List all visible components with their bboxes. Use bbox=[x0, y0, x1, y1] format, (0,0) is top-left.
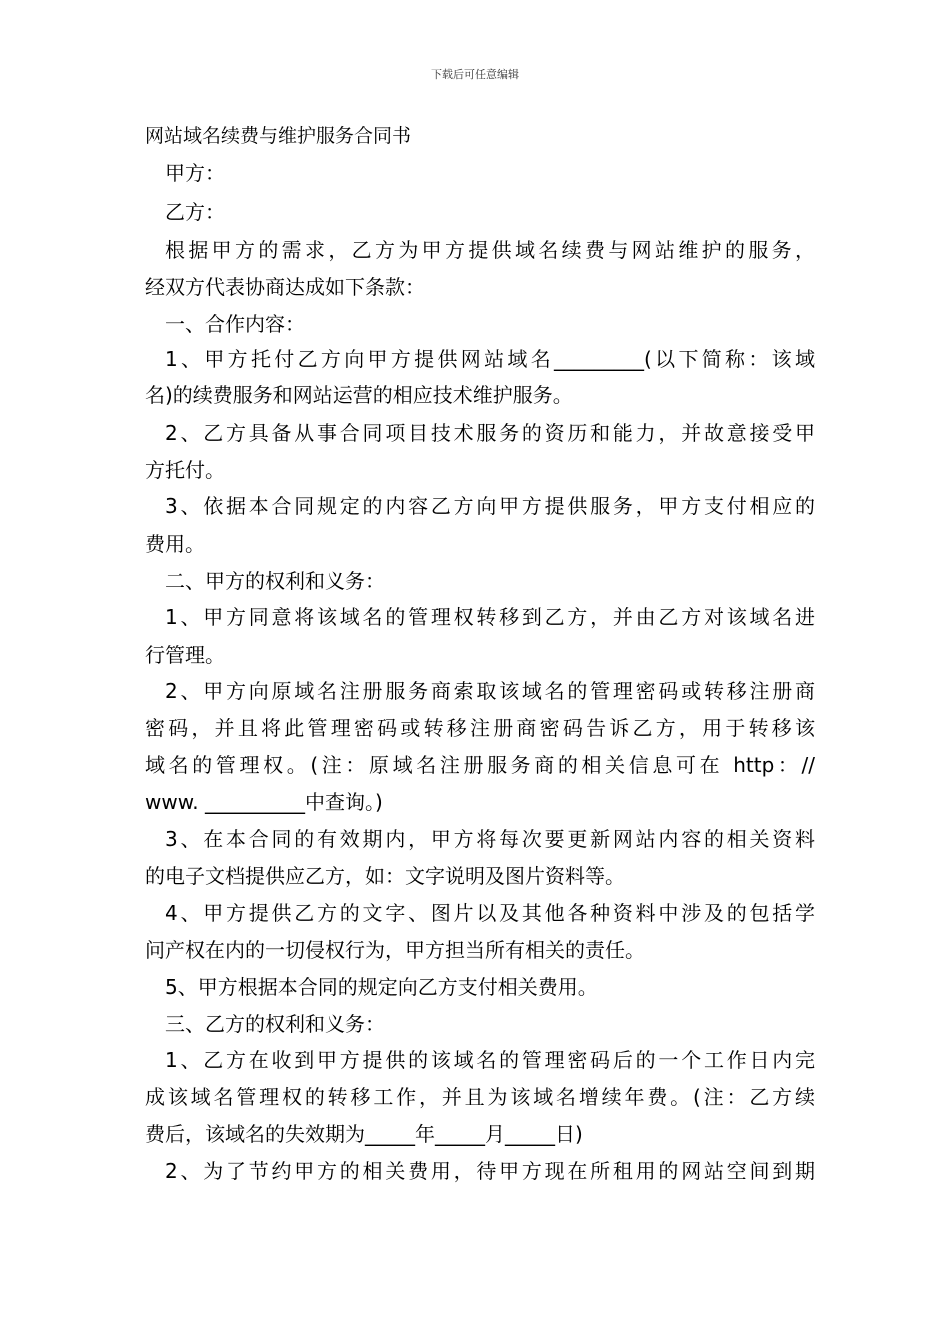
paragraph-line: 的电子文档提供应乙方，如：文字说明及图片资料等。 bbox=[145, 864, 625, 888]
paragraph-line: 2、乙方具备从事合同项目技术服务的资历和能力，并故意接受甲 bbox=[165, 421, 815, 445]
paragraph-line: 1、甲方托付乙方向甲方提供网站域名_________(以下简称：该域 bbox=[165, 347, 815, 371]
paragraph-line: 名)的续费服务和网站运营的相应技术维护服务。 bbox=[145, 383, 573, 407]
paragraph-line: 行管理。 bbox=[145, 643, 225, 667]
party-a-line: 甲方： bbox=[165, 161, 225, 185]
paragraph-line: 5、甲方根据本合同的规定向乙方支付相关费用。 bbox=[165, 975, 598, 999]
document-title: 网站域名续费与维护服务合同书 bbox=[145, 125, 412, 147]
paragraph-line: 成该域名管理权的转移工作，并且为该域名增续年费。(注：乙方续 bbox=[145, 1085, 815, 1109]
paragraph-line: 根据甲方的需求，乙方为甲方提供域名续费与网站维护的服务， bbox=[165, 238, 815, 262]
paragraph-line: 2、为了节约甲方的相关费用，待甲方现在所租用的网站空间到期 bbox=[165, 1159, 815, 1183]
paragraph-line: 3、在本合同的有效期内，甲方将每次要更新网站内容的相关资料 bbox=[165, 827, 815, 851]
paragraph-line: 方托付。 bbox=[145, 458, 225, 482]
paragraph-line: 问产权在内的一切侵权行为，甲方担当所有相关的责任。 bbox=[145, 938, 645, 962]
paragraph-line: 1、乙方在收到甲方提供的该域名的管理密码后的一个工作日内完 bbox=[165, 1048, 815, 1072]
paragraph-line: www. __________中查询。) bbox=[145, 790, 383, 814]
paragraph-line: 费用。 bbox=[145, 532, 205, 556]
paragraph-line: 费后，该域名的失效期为_____年_____月_____日) bbox=[145, 1122, 583, 1146]
paragraph-line: 4、甲方提供乙方的文字、图片以及其他各种资料中涉及的包括学 bbox=[165, 901, 815, 925]
paragraph-line: 1、甲方同意将该域名的管理权转移到乙方，并由乙方对该域名进 bbox=[165, 605, 815, 629]
section-heading: 一、合作内容： bbox=[165, 312, 305, 336]
page-header: 下载后可任意编辑 bbox=[431, 68, 519, 81]
paragraph-line: 域名的管理权。(注：原域名注册服务商的相关信息可在 http：// bbox=[145, 753, 815, 777]
paragraph-line: 2、甲方向原域名注册服务商索取该域名的管理密码或转移注册商 bbox=[165, 679, 815, 703]
paragraph-line: 经双方代表协商达成如下条款： bbox=[145, 275, 425, 299]
section-heading: 三、乙方的权利和义务： bbox=[165, 1012, 385, 1036]
section-heading: 二、甲方的权利和义务： bbox=[165, 569, 385, 593]
paragraph-line: 3、依据本合同规定的内容乙方向甲方提供服务，甲方支付相应的 bbox=[165, 494, 815, 518]
party-b-line: 乙方： bbox=[165, 200, 225, 224]
paragraph-line: 密码，并且将此管理密码或转移注册商密码告诉乙方，用于转移该 bbox=[145, 716, 815, 740]
